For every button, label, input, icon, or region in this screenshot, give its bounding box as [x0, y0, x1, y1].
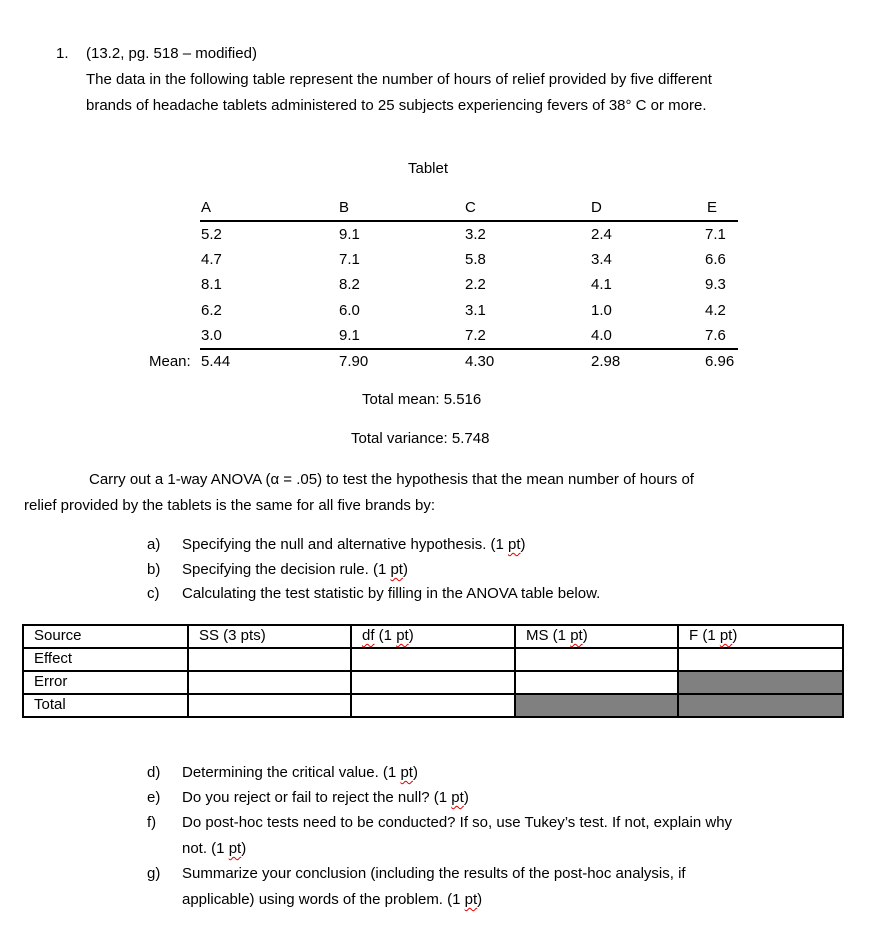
header-df: df (1 pt) — [351, 625, 515, 648]
data-cell: 8.2 — [339, 276, 360, 293]
task-text: Specifying the null and alternative hypothesis. (1 pt) — [182, 536, 526, 553]
data-cell: 2.2 — [465, 276, 486, 293]
data-cell: 7.6 — [705, 327, 726, 344]
task-letter: a) — [147, 536, 161, 553]
total-ms-cell-shaded — [515, 694, 678, 717]
task-text: not. (1 pt) — [182, 840, 247, 857]
column-header: A — [201, 199, 212, 216]
task-letter: g) — [147, 865, 161, 882]
instructions-line-1: Carry out a 1-way ANOVA (α = .05) to test the hypothesis that the mean number of hours of — [89, 471, 694, 488]
problem-number: 1. — [56, 45, 69, 62]
task-letter: e) — [147, 789, 161, 806]
data-cell: 9.1 — [339, 327, 360, 344]
data-cell: 3.1 — [465, 302, 486, 319]
task-text: applicable) using words of the problem. (1 pt) — [182, 891, 483, 908]
data-cell: 3.2 — [465, 226, 486, 243]
data-cell: 4.7 — [201, 251, 222, 268]
problem-reference: (13.2, pg. 518 – modified) — [86, 45, 257, 62]
tablet-table-title: Tablet — [408, 160, 449, 177]
anova-row-error — [23, 671, 843, 694]
header-ss: SS (3 pts) — [188, 625, 351, 648]
data-cell: 4.2 — [705, 302, 726, 319]
total-ss-cell[interactable] — [188, 694, 351, 717]
error-ss-cell[interactable] — [188, 671, 351, 694]
mean-rule — [200, 348, 738, 350]
data-cell: 6.2 — [201, 302, 222, 319]
anova-header-row — [23, 625, 843, 648]
column-header: E — [707, 199, 718, 216]
error-ms-cell[interactable] — [515, 671, 678, 694]
mean-cell: 5.44 — [201, 353, 231, 370]
total-f-cell-shaded — [678, 694, 843, 717]
anova-table — [22, 624, 844, 718]
mean-cell: 4.30 — [465, 353, 495, 370]
data-cell: 3.0 — [201, 327, 222, 344]
row-label-total: Total — [23, 694, 188, 717]
column-header: B — [339, 199, 350, 216]
task-text: Summarize your conclusion (including the results of the post-hoc analysis, if — [182, 865, 686, 882]
mean-cell: 2.98 — [591, 353, 621, 370]
row-label-error: Error — [23, 671, 188, 694]
data-cell: 5.2 — [201, 226, 222, 243]
header-source: Source — [23, 625, 188, 648]
task-text: Calculating the test statistic by filling in the ANOVA table below. — [182, 585, 601, 602]
mean-row-label: Mean: — [149, 353, 191, 370]
data-cell: 9.3 — [705, 276, 726, 293]
anova-row-effect — [23, 648, 843, 671]
data-cell: 8.1 — [201, 276, 222, 293]
task-text: Specifying the decision rule. (1 pt) — [182, 561, 408, 578]
data-cell: 9.1 — [339, 226, 360, 243]
total-df-cell[interactable] — [351, 694, 515, 717]
data-cell: 6.6 — [705, 251, 726, 268]
task-letter: c) — [147, 585, 160, 602]
data-cell: 7.2 — [465, 327, 486, 344]
header-rule — [200, 220, 738, 222]
task-text: Do post-hoc tests need to be conducted? If so, use Tukey’s test. If not, explain why — [182, 814, 733, 831]
effect-df-cell[interactable] — [351, 648, 515, 671]
error-f-cell-shaded — [678, 671, 843, 694]
data-cell: 1.0 — [591, 302, 612, 319]
data-cell: 4.0 — [591, 327, 612, 344]
instructions-line-2: relief provided by the tablets is the same for all five brands by: — [24, 497, 436, 514]
header-ms: MS (1 pt) — [515, 625, 678, 648]
task-text: Determining the critical value. (1 pt) — [182, 764, 418, 781]
effect-f-cell[interactable] — [678, 648, 843, 671]
total-variance: Total variance: 5.748 — [351, 430, 490, 447]
effect-ms-cell[interactable] — [515, 648, 678, 671]
task-letter: f) — [147, 814, 157, 831]
header-f: F (1 pt) — [678, 625, 843, 648]
task-letter: b) — [147, 561, 161, 578]
effect-ss-cell[interactable] — [188, 648, 351, 671]
row-label-effect: Effect — [23, 648, 188, 671]
data-cell: 3.4 — [591, 251, 612, 268]
column-header: D — [591, 199, 602, 216]
data-cell: 7.1 — [705, 226, 726, 243]
error-df-cell[interactable] — [351, 671, 515, 694]
task-letter: d) — [147, 764, 161, 781]
data-cell: 7.1 — [339, 251, 360, 268]
problem-description-line-1: The data in the following table represent the number of hours of relief provided by five different — [86, 71, 712, 88]
data-cell: 2.4 — [591, 226, 612, 243]
problem-description-line-2: brands of headache tablets administered to 25 subjects experiencing fevers of 38° C or more. — [86, 97, 707, 114]
mean-cell: 7.90 — [339, 353, 369, 370]
data-cell: 6.0 — [339, 302, 360, 319]
total-mean: Total mean: 5.516 — [362, 391, 482, 408]
data-cell: 5.8 — [465, 251, 486, 268]
task-text: Do you reject or fail to reject the null? (1 pt) — [182, 789, 469, 806]
mean-cell: 6.96 — [705, 353, 735, 370]
column-header: C — [465, 199, 476, 216]
data-cell: 4.1 — [591, 276, 612, 293]
anova-row-total — [23, 694, 843, 717]
